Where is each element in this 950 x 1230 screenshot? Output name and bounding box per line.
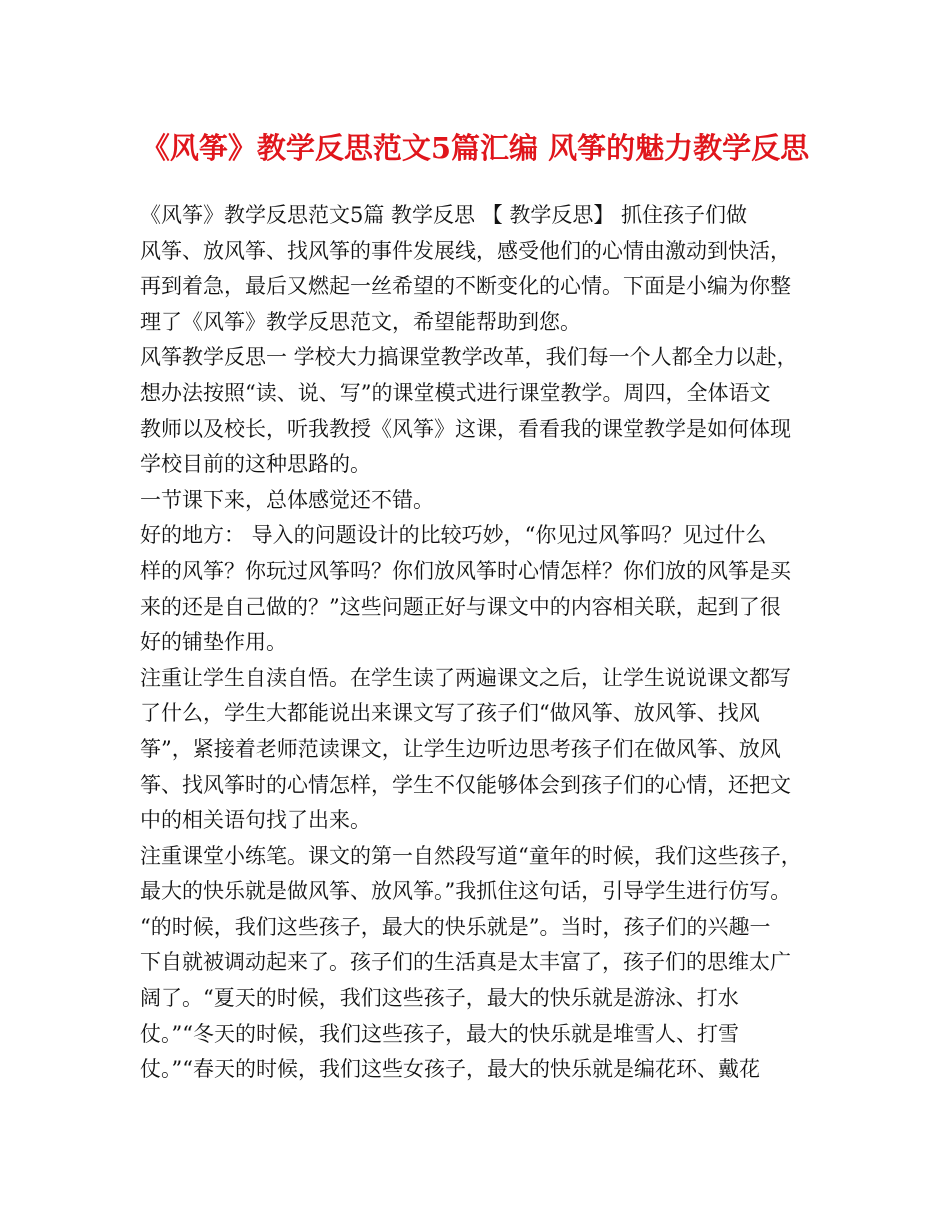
body-line: 仗。”“冬天的时候，我们这些孩子，最大的快乐就是堆雪人、打雪 bbox=[140, 1021, 739, 1046]
body-line: 风筝、放风筝、找风筝的事件发展线，感受他们的心情由激动到快活， bbox=[140, 238, 791, 263]
body-line: 注重让学生自渎自悟。在学生读了两遍课文之后，让学生说说课文都写 bbox=[140, 665, 791, 690]
body-line: 想办法按照“读、说、写”的课堂模式进行课堂教学。周四，全体语文 bbox=[140, 380, 771, 405]
body-line: 《风筝》教学反思范文5篇 教学反思 【 教学反思】 抓住孩子们做 bbox=[140, 203, 748, 227]
body-line: 再到着急，最后又燃起一丝希望的不断变化的心情。下面是小编为你整 bbox=[140, 274, 791, 299]
body-line: 好的地方： 导入的问题设计的比较巧妙，“你见过风筝吗？见过什么 bbox=[140, 523, 767, 548]
body-line: 筝”，紧接着老师范读课文，让学生边听边思考孩子们在做风筝、放风 bbox=[140, 736, 781, 761]
body-line: 好的铺垫作用。 bbox=[140, 630, 287, 655]
body-line: 学校目前的这种思路的。 bbox=[140, 452, 371, 477]
body-line: 一节课下来，总体感觉还不错。 bbox=[140, 487, 434, 512]
body-line: 教师以及校长，听我教授《风筝》这课，看看我的课堂教学是如何体现 bbox=[140, 416, 791, 441]
document-title: 《风筝》教学反思范文5篇汇编 风筝的魅力教学反思 bbox=[140, 131, 810, 165]
body-line: “的时候，我们这些孩子，最大的快乐就是”。当时，孩子们的兴趣一 bbox=[140, 914, 771, 939]
body-line: 风筝教学反思一 学校大力搞课堂教学改革，我们每一个人都全力以赴， bbox=[140, 345, 798, 370]
body-line: 了什么，学生大都能说出来课文写了孩子们“做风筝、放风筝、找风 bbox=[140, 701, 760, 726]
body-line: 样的风筝？你玩过风筝吗？你们放风筝时心情怎样？你们放的风筝是买 bbox=[140, 558, 791, 583]
body-line: 下自就被调动起来了。孩子们的生活真是太丰富了，孩子们的思维太广 bbox=[140, 950, 791, 975]
document-body bbox=[140, 198, 830, 1088]
body-line: 仗。”“春天的时候，我们这些女孩子，最大的快乐就是编花环、戴花 bbox=[140, 1057, 760, 1082]
body-line: 理了《风筝》教学反思范文，希望能帮助到您。 bbox=[140, 309, 581, 334]
body-line: 中的相关语句找了出来。 bbox=[140, 808, 371, 833]
body-line: 最大的快乐就是做风筝、放风筝。”我抓住这句话，引导学生进行仿写。 bbox=[140, 879, 792, 904]
body-line: 来的还是自己做的？”这些问题正好与课文中的内容相关联，起到了很 bbox=[140, 594, 781, 619]
body-line: 注重课堂小练笔。课文的第一自然段写道“童年的时候，我们这些孩子， bbox=[140, 843, 802, 868]
body-line: 阔了。“夏天的时候，我们这些孩子，最大的快乐就是游泳、打水 bbox=[140, 986, 739, 1011]
body-line: 筝、找风筝时的心情怎样，学生不仅能够体会到孩子们的心情，还把文 bbox=[140, 772, 791, 797]
